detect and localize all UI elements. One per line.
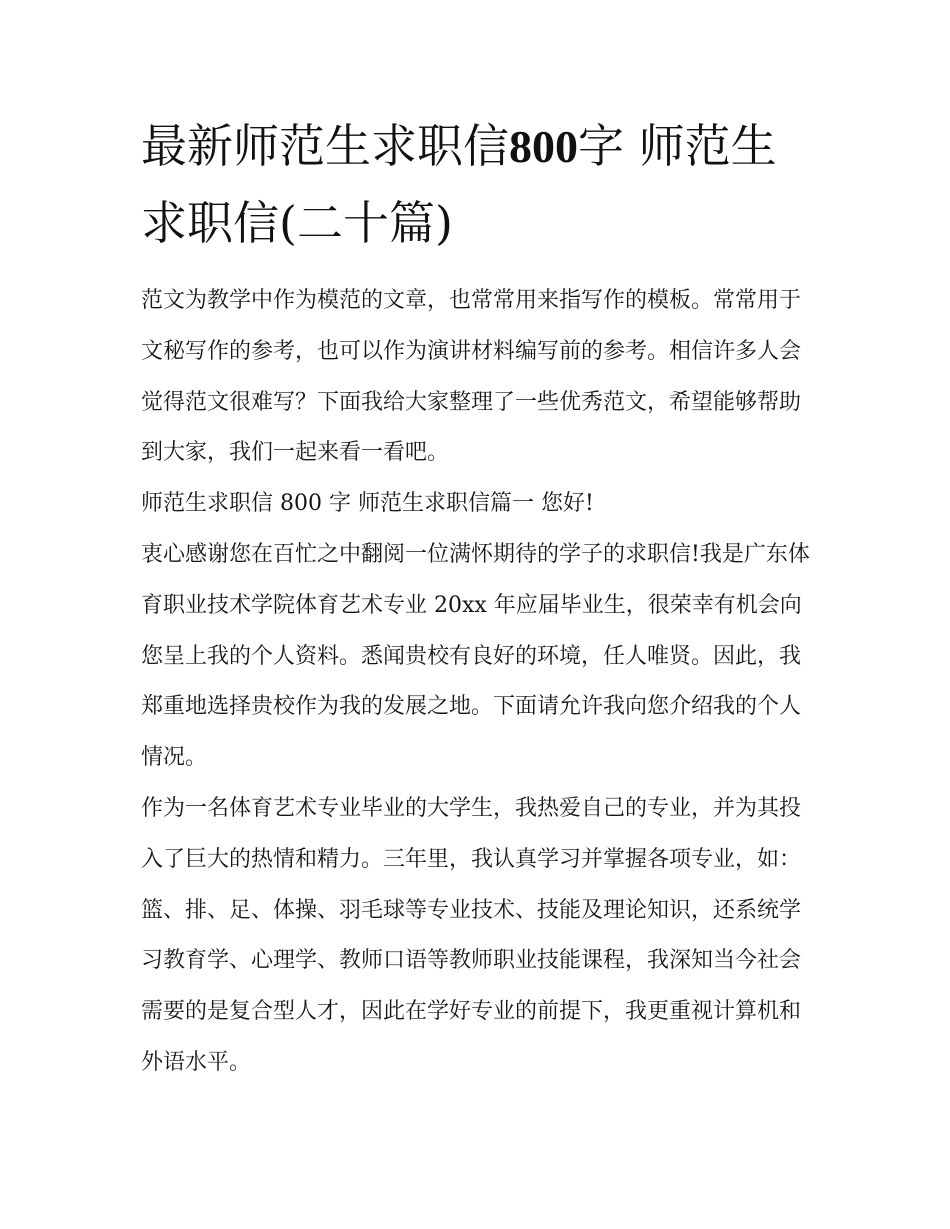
document-title bbox=[141, 108, 821, 262]
paragraph-intro: 范文为教学中作为模范的文章，也常常用来指写作的模板。常常用于文秘写作的参考，也可以作为演讲材料编写前的参考。相信许多人会觉得范文很难写？下面我给大家整理了一些优秀范文，希望能够帮助到大家，我们一起来看一看吧。 bbox=[141, 288, 802, 466]
paragraph-major: 作为一名体育艺术专业毕业的大学生，我热爱自己的专业，并为其投入了巨大的热情和精力。三年里，我认真学习并掌握各项专业，如：篮、排、足、体操、羽毛球等专业技术、技能及理论知识，还系统学习教育学、心理学、教师口语等教师职业技能课程，我深知当今社会需要的是复合型人才，因此在学好专业的前提下，我更重视计算机和外语水平。 bbox=[141, 795, 802, 1075]
title-part-2: 字 师范生求职信(二十篇) bbox=[141, 119, 777, 250]
title-part-1: 最新师范生求职信 bbox=[141, 119, 509, 173]
document-body bbox=[141, 276, 816, 1089]
paragraph-gratitude: 衷心感谢您在百忙之中翻阅一位满怀期待的学子的求职信!我是广东体育职业技术学院体育艺术专业 20xx 年应届毕业生，很荣幸有机会向您呈上我的个人资料。悉闻贵校有良好的环境，任人唯贤。因此，我郑重地选择贵校作为我的发展之地。下面请允许我向您介绍我的个人情况。 bbox=[141, 541, 810, 771]
title-number: 800 bbox=[509, 121, 578, 172]
paragraph-heading: 师范生求职信 800 字 师范生求职信篇一 您好! bbox=[141, 491, 594, 517]
